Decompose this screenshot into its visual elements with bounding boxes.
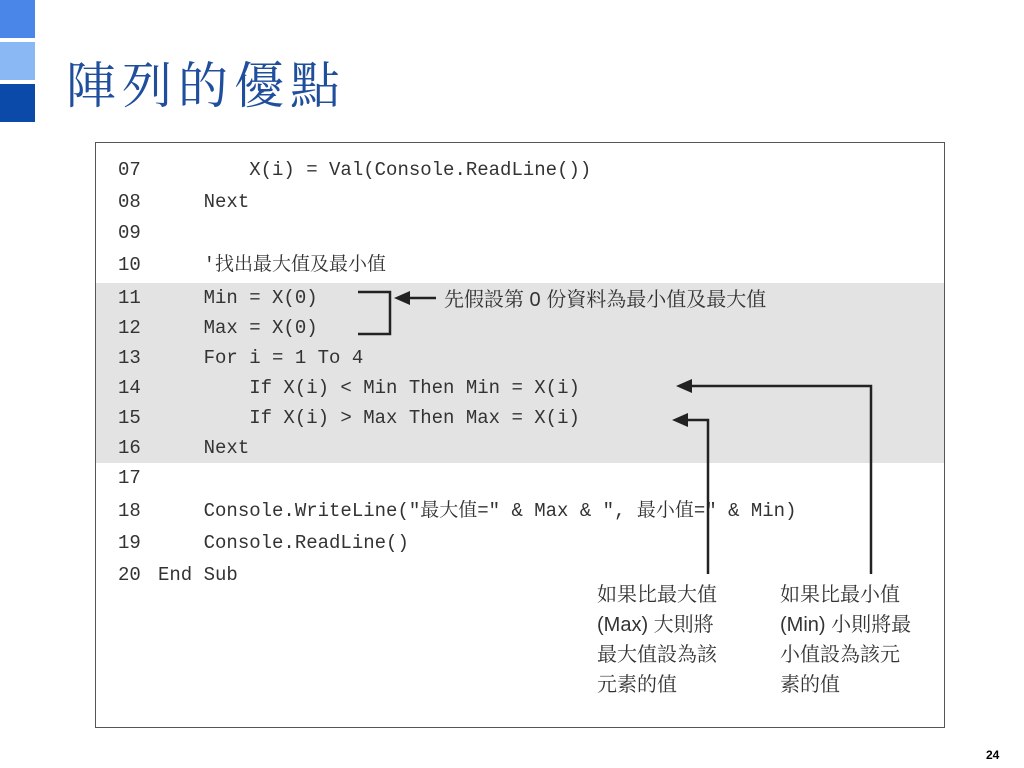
code-line	[118, 433, 249, 463]
code-line	[118, 528, 409, 558]
code-line	[118, 250, 386, 280]
code-text: Console.ReadLine()	[158, 532, 409, 554]
line-number: 10	[118, 254, 141, 276]
note-line: 如果比最小值	[780, 584, 900, 606]
slide-title: 陣列的優點	[66, 57, 346, 115]
line-number: 12	[118, 317, 141, 339]
line-number: 17	[118, 467, 141, 489]
note-line: 素的值	[780, 674, 840, 696]
code-text: X(i) = Val(Console.ReadLine())	[158, 159, 592, 181]
line-number: 20	[118, 564, 141, 586]
code-line	[118, 463, 158, 493]
line-number: 13	[118, 347, 141, 369]
decor-block-middle	[0, 42, 35, 80]
line-number: 18	[118, 500, 141, 522]
code-text: '找出最大值及最小值	[158, 254, 387, 276]
code-line	[118, 283, 318, 313]
code-line	[118, 155, 591, 185]
code-line	[118, 403, 580, 433]
initial-value-note: 先假設第 0 份資料為最小值及最大值	[444, 289, 767, 311]
code-text: Next	[158, 191, 250, 213]
line-number: 15	[118, 407, 141, 429]
line-number: 09	[118, 222, 141, 244]
code-text: For i = 1 To 4	[158, 347, 364, 369]
line-number: 14	[118, 377, 141, 399]
note-line: 最大值設為該	[597, 644, 717, 666]
line-number: 19	[118, 532, 141, 554]
code-line	[118, 373, 580, 403]
min-explanation-note	[780, 580, 940, 700]
code-text: Console.WriteLine("最大值=" & Max & ", 最小值=" & Min)	[158, 500, 797, 522]
note-line: 元素的值	[597, 674, 677, 696]
code-line	[118, 343, 363, 373]
code-text: If X(i) > Max Then Max = X(i)	[158, 407, 580, 429]
code-line	[118, 560, 238, 590]
note-line: (Max) 大則將	[597, 614, 714, 636]
code-line	[118, 218, 158, 248]
note-line: 小值設為該元	[780, 644, 900, 666]
code-line	[118, 496, 797, 526]
note-line: 如果比最大值	[597, 584, 717, 606]
code-text: Max = X(0)	[158, 317, 318, 339]
decor-block-bottom	[0, 84, 35, 122]
code-line	[118, 313, 318, 343]
page-number: 24	[986, 748, 1000, 762]
max-explanation-note	[597, 580, 757, 700]
line-number: 11	[118, 287, 141, 309]
code-text: End Sub	[158, 564, 238, 586]
line-number: 07	[118, 159, 141, 181]
code-text: Min = X(0)	[158, 287, 318, 309]
line-number: 16	[118, 437, 141, 459]
decor-block-top	[0, 0, 35, 38]
code-text: If X(i) < Min Then Min = X(i)	[158, 377, 580, 399]
code-line	[118, 187, 249, 217]
note-line: (Min) 小則將最	[780, 614, 912, 636]
code-text: Next	[158, 437, 250, 459]
line-number: 08	[118, 191, 141, 213]
